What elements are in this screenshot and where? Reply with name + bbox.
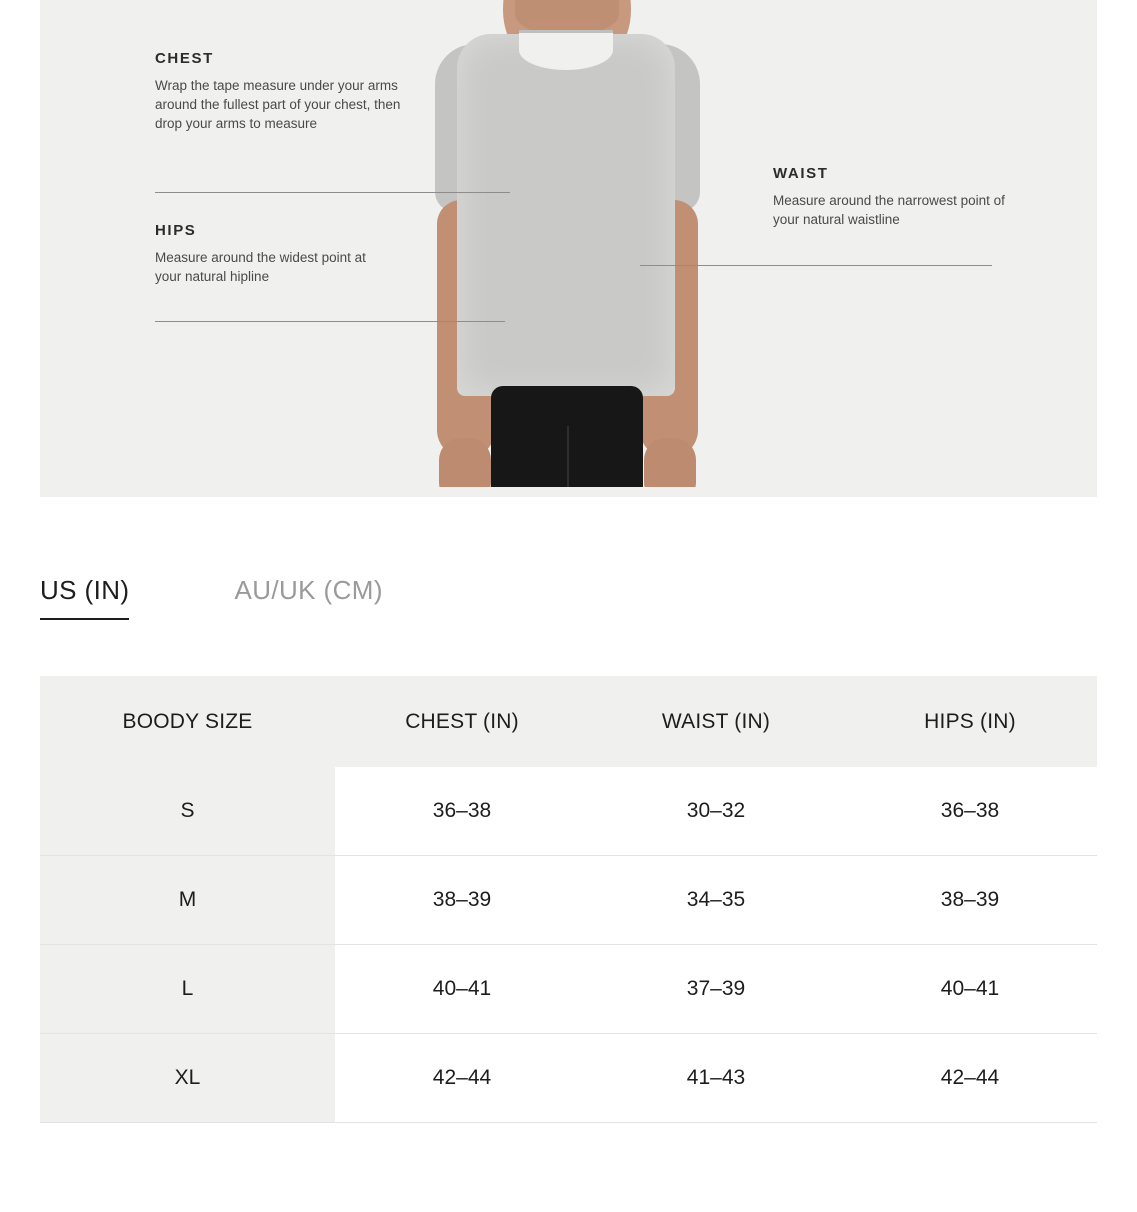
column-header-size: BOODY SIZE — [40, 676, 335, 767]
leader-line-waist — [640, 265, 992, 266]
measurement-diagram — [40, 0, 1097, 497]
leader-line-hips — [155, 321, 505, 322]
callout-waist-title: WAIST — [773, 165, 829, 182]
cell-chest: 42–44 — [335, 1034, 589, 1123]
callout-waist — [773, 165, 1018, 229]
callout-chest-text: Wrap the tape measure under your arms around the fullest part of your chest, then drop your arms to measure — [155, 78, 401, 131]
table-row — [40, 945, 1097, 1034]
table-row — [40, 1034, 1097, 1123]
model-illustration — [395, 0, 740, 497]
table-head — [40, 676, 1097, 767]
callout-hips-text: Measure around the widest point at your natural hipline — [155, 250, 366, 284]
unit-tabs[interactable] — [40, 497, 1097, 620]
callout-hips — [155, 222, 370, 286]
column-header-waist: WAIST (IN) — [589, 676, 843, 767]
hero-bottom-edge — [40, 487, 1097, 497]
model-pants — [491, 386, 643, 497]
cell-size: XL — [40, 1034, 335, 1123]
callout-waist-text: Measure around the narrowest point of your natural waistline — [773, 193, 1005, 227]
size-chart-table-wrapper — [40, 676, 1097, 1123]
cell-waist: 34–35 — [589, 856, 843, 945]
size-chart-table — [40, 676, 1097, 1123]
tab-au-uk-cm[interactable]: AU/UK (CM) — [234, 575, 383, 605]
cell-hips: 38–39 — [843, 856, 1097, 945]
tab-us-in[interactable]: US (IN) — [40, 575, 129, 620]
cell-chest: 40–41 — [335, 945, 589, 1034]
table-row — [40, 767, 1097, 856]
cell-size: M — [40, 856, 335, 945]
leader-line-chest — [155, 192, 510, 193]
cell-size: S — [40, 767, 335, 856]
cell-hips: 42–44 — [843, 1034, 1097, 1123]
callout-hips-title: HIPS — [155, 222, 197, 239]
callout-chest — [155, 50, 405, 133]
table-row — [40, 856, 1097, 945]
cell-chest: 36–38 — [335, 767, 589, 856]
cell-hips: 36–38 — [843, 767, 1097, 856]
cell-waist: 30–32 — [589, 767, 843, 856]
column-header-hips: HIPS (IN) — [843, 676, 1097, 767]
cell-waist: 41–43 — [589, 1034, 843, 1123]
table-body — [40, 767, 1097, 1123]
cell-chest: 38–39 — [335, 856, 589, 945]
cell-waist: 37–39 — [589, 945, 843, 1034]
cell-hips: 40–41 — [843, 945, 1097, 1034]
table-header-row — [40, 676, 1097, 767]
model-collar — [519, 30, 613, 70]
cell-size: L — [40, 945, 335, 1034]
callout-chest-title: CHEST — [155, 50, 214, 67]
column-header-chest: CHEST (IN) — [335, 676, 589, 767]
model-tshirt — [457, 34, 675, 396]
